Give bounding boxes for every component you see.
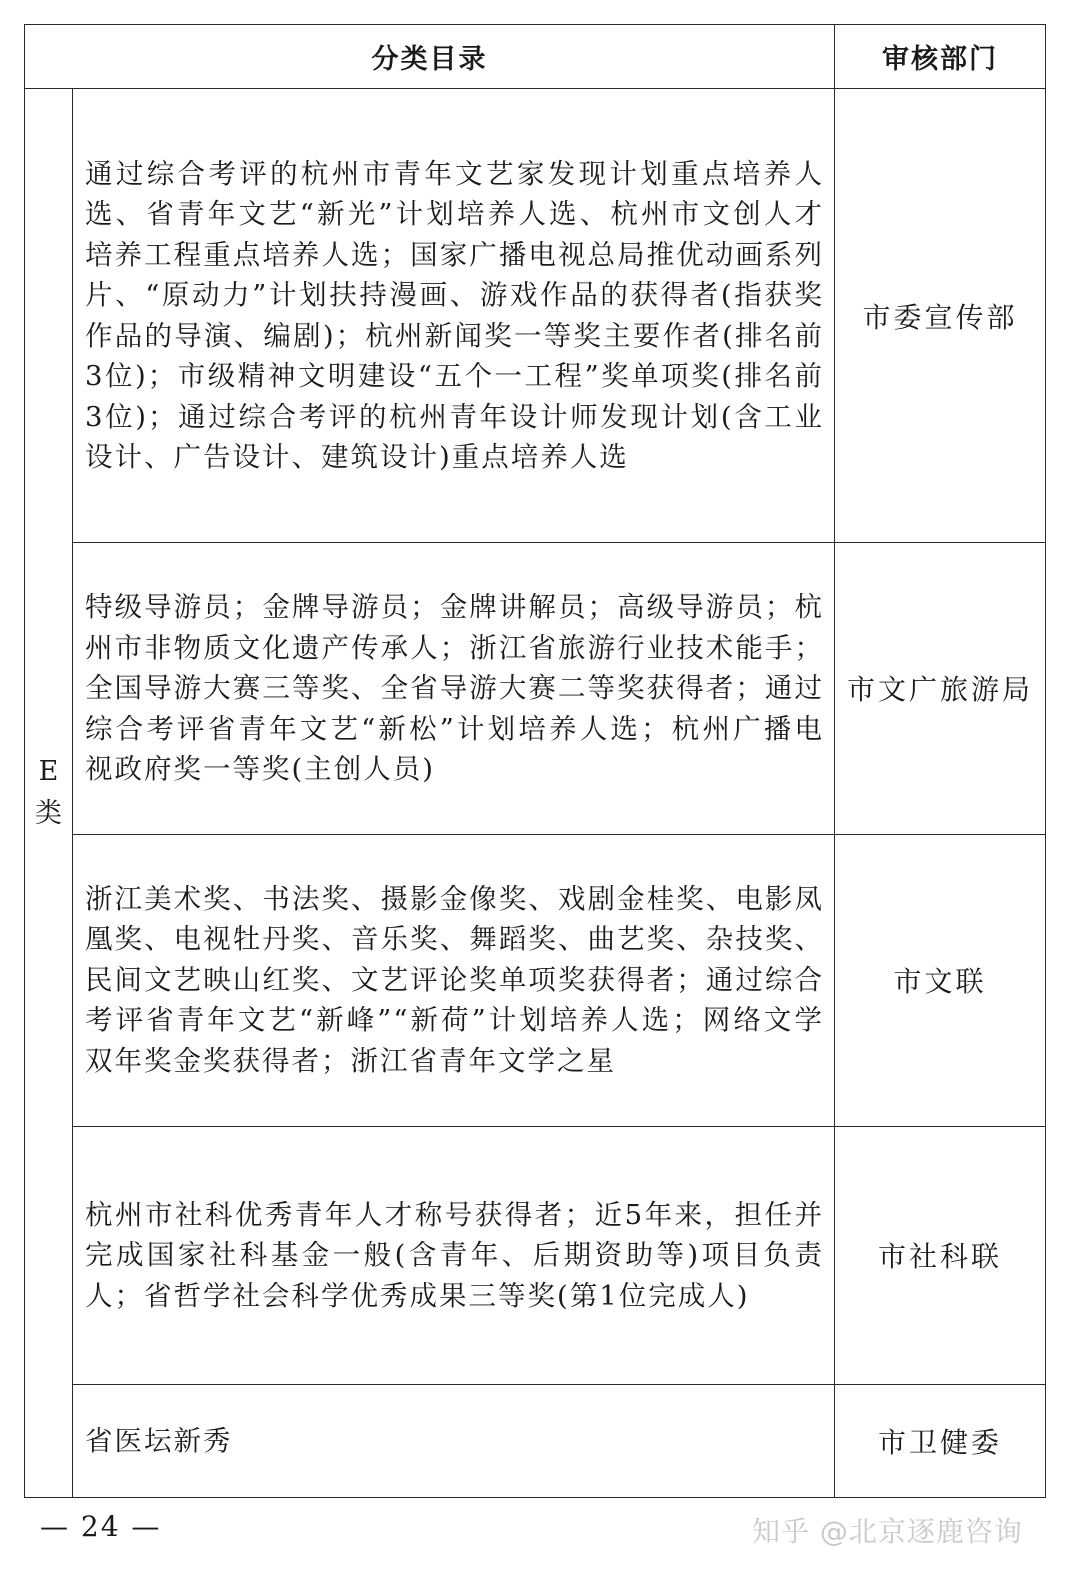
header-department: 审核部门	[835, 25, 1046, 89]
table-row	[25, 834, 1046, 1126]
watermark-text: 知乎 @北京逐鹿咨询	[752, 1515, 1023, 1548]
content-cell	[73, 89, 835, 543]
header-catalog: 分类目录	[25, 25, 835, 89]
department-cell: 市文广旅游局	[835, 543, 1046, 834]
content-cell	[73, 543, 835, 834]
department-cell: 市文联	[835, 834, 1046, 1126]
row-content: 特级导游员；金牌导游员；金牌讲解员；高级导游员；杭州市非物质文化遗产传承人；浙江省旅游行业技术能手；全国导游大赛三等奖、全省导游大赛二等奖获得者；通过综合考评省青年文艺“新松”计划培养人选；杭州广播电视政府奖一等奖(主创人员)	[85, 591, 824, 786]
category-word: 类	[35, 798, 62, 830]
category-letter: E	[38, 756, 59, 788]
table-row	[25, 1384, 1046, 1497]
category-cell	[25, 89, 73, 1498]
policy-table	[24, 24, 1046, 1498]
row-content: 杭州市社科优秀青年人才称号获得者；近5年来，担任并完成国家社科基金一般(含青年、后期资助等)项目负责人；省哲学社会科学优秀成果三等奖(第1位完成人)	[85, 1198, 824, 1312]
row-content: 通过综合考评的杭州市青年文艺家发现计划重点培养人选、省青年文艺“新光”计划培养人选、杭州市文创人才培养工程重点培养人选；国家广播电视总局推优动画系列片、“原动力”计划扶持漫画、游戏作品的获得者(指获奖作品的导演、编剧)；杭州新闻奖一等奖主要作者(排名前3位)；市级精神文明建设“五个一工程”奖单项奖(排名前3位)；通过综合考评的杭州青年设计师发现计划(含工业设计、广告设计、建筑设计)重点培养人选	[85, 157, 824, 474]
row-content: 浙江美术奖、书法奖、摄影金像奖、戏剧金桂奖、电影凤凰奖、电视牡丹奖、音乐奖、舞蹈奖、曲艺奖、杂技奖、民间文艺映山红奖、文艺评论奖单项奖获得者；通过综合考评省青年文艺“新峰”“新荷”计划培养人选；网络文学双年奖金奖获得者；浙江省青年文学之星	[85, 882, 824, 1077]
department-cell: 市社科联	[835, 1126, 1046, 1384]
table-row	[25, 543, 1046, 834]
content-cell	[73, 1384, 835, 1497]
department-cell: 市委宣传部	[835, 89, 1046, 543]
content-cell	[73, 1126, 835, 1384]
table-row	[25, 1126, 1046, 1384]
table-row	[25, 89, 1046, 543]
table-header-row	[25, 25, 1046, 89]
content-cell	[73, 834, 835, 1126]
row-content: 省医坛新秀	[85, 1424, 233, 1457]
department-cell: 市卫健委	[835, 1384, 1046, 1497]
page-number: — 24 —	[40, 1510, 162, 1543]
policy-table-container	[24, 24, 1045, 1498]
